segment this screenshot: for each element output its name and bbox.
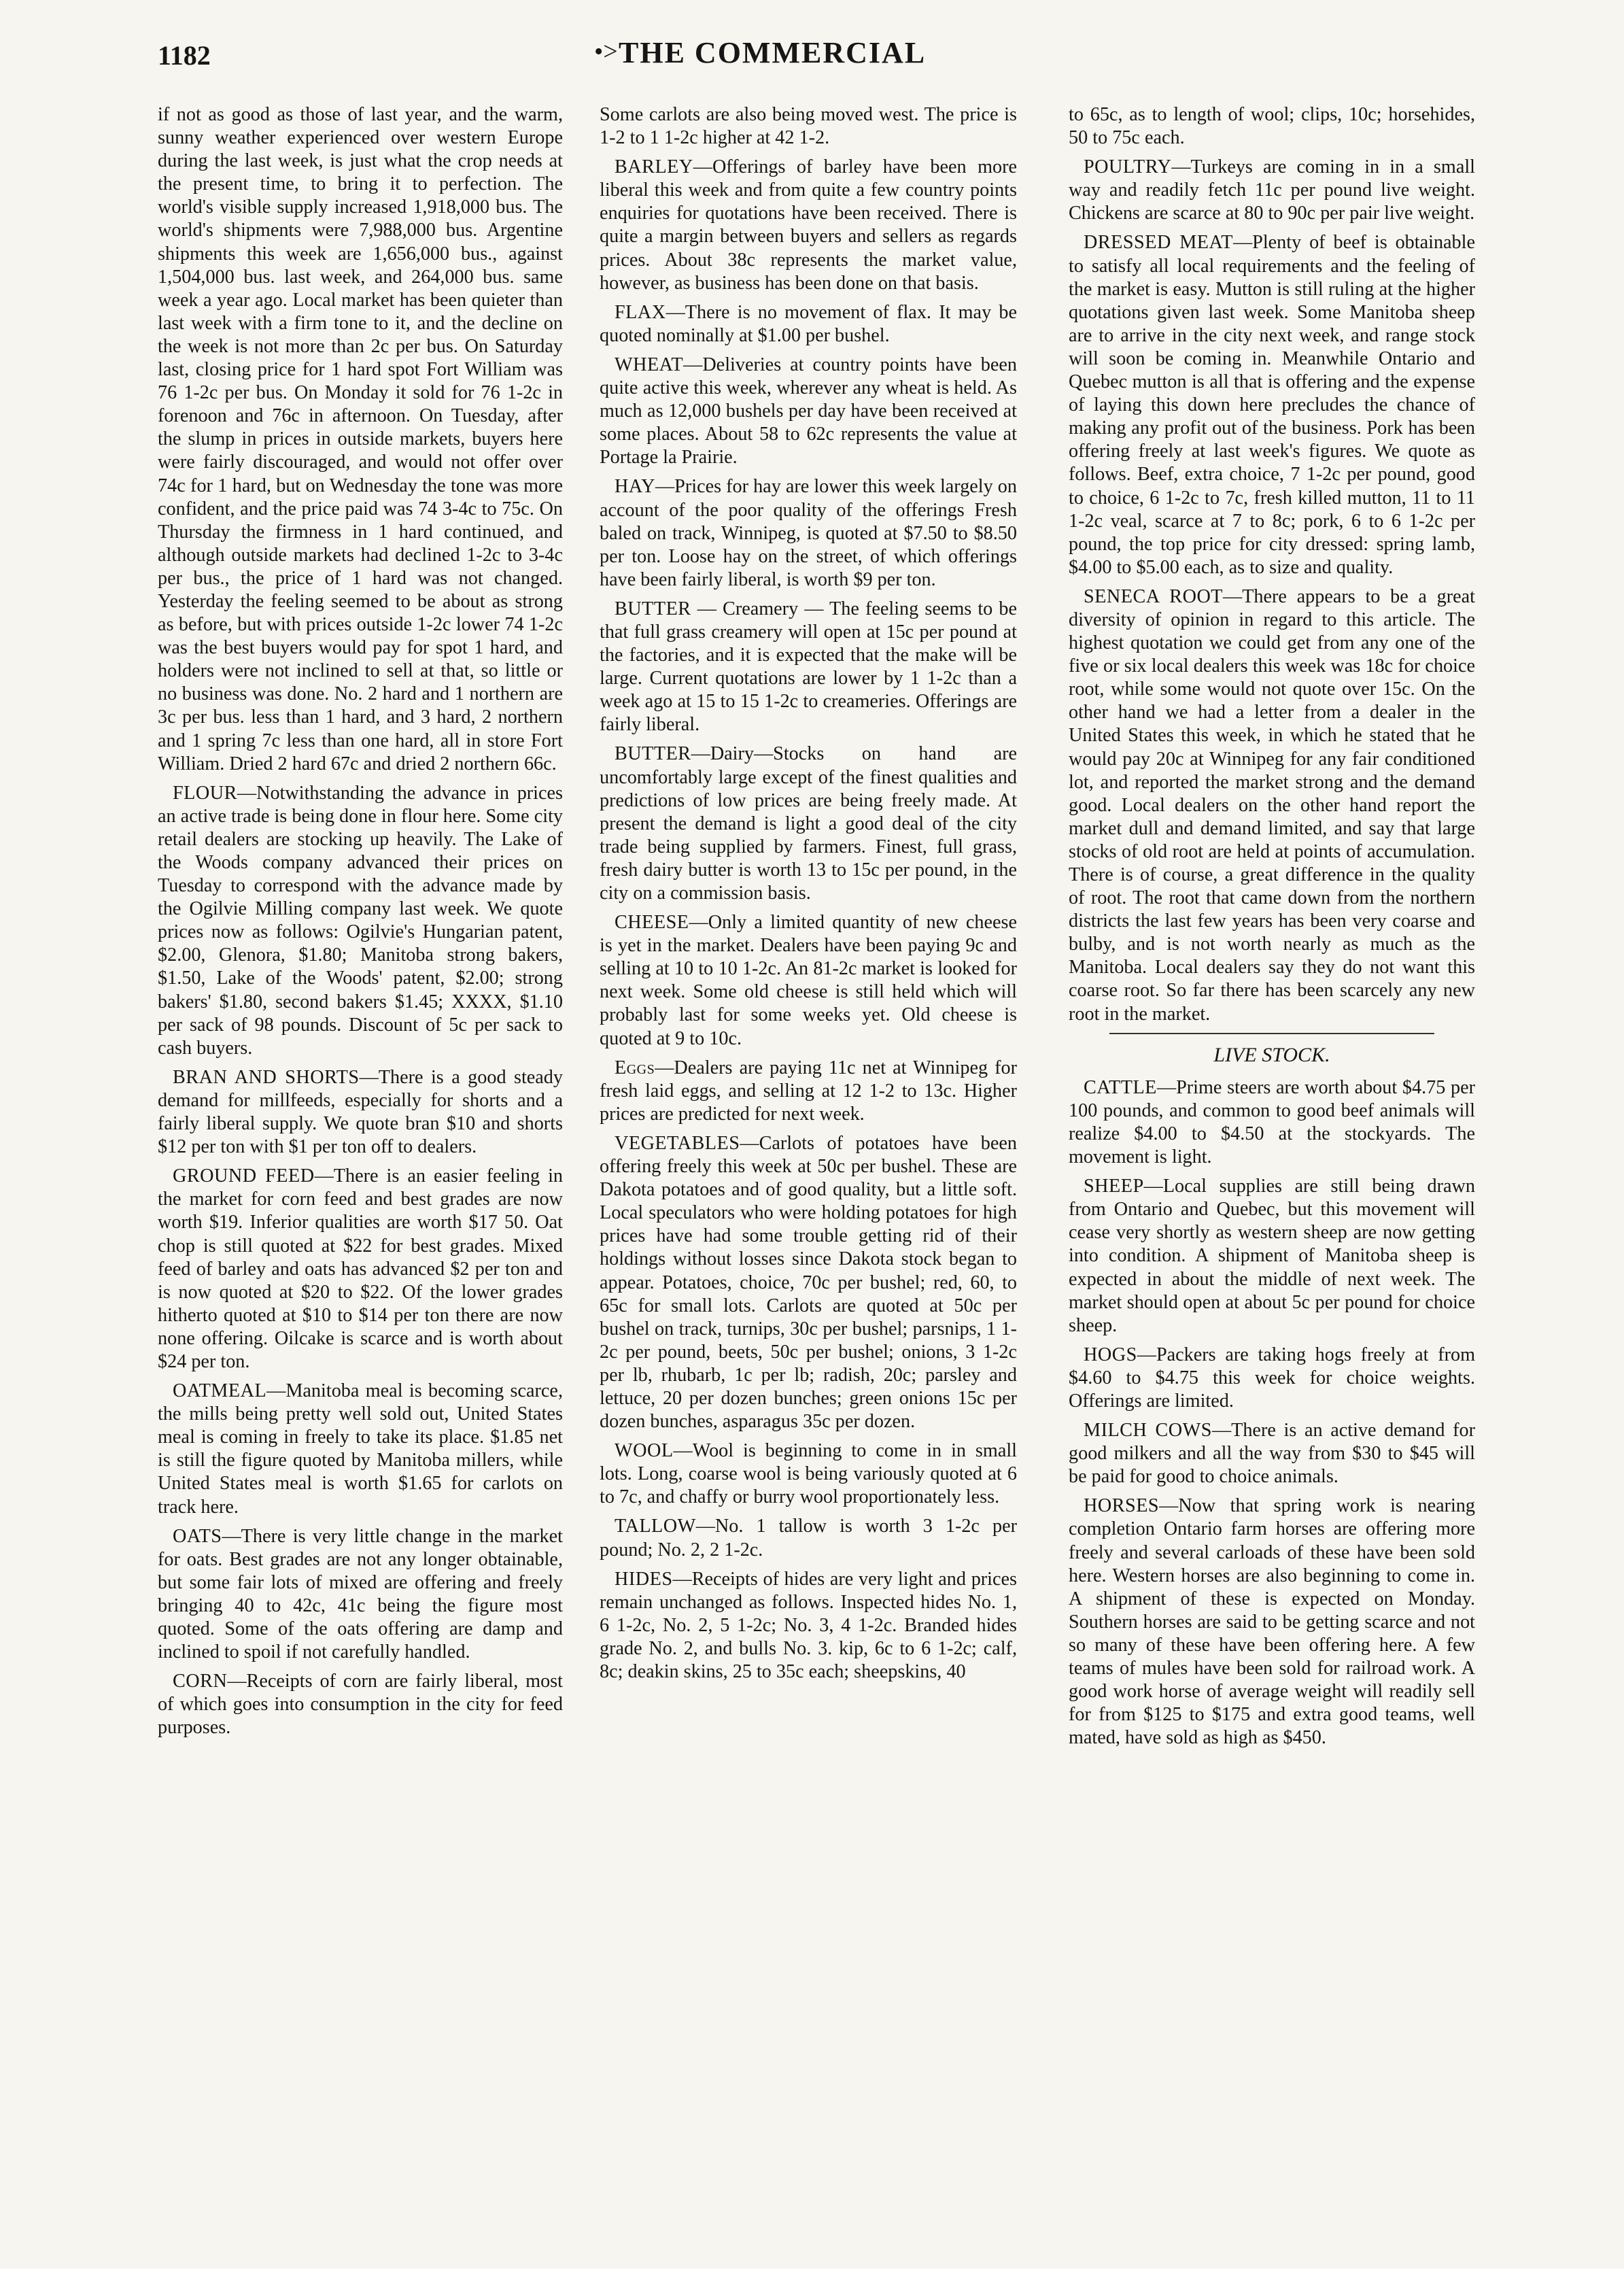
- article-paragraph: [600, 1057, 1017, 1126]
- article-paragraph: [600, 103, 1017, 150]
- paragraph-text: —Dealers are paying 11c net at Winnipeg for fresh laid eggs, and selling at 12 1-2 to 13c. Higher prices are predicted for next week.: [600, 1057, 1017, 1125]
- paragraph-heading: HORSES: [1084, 1495, 1160, 1517]
- publication-title: THE COMMERCIAL: [619, 36, 927, 69]
- article-paragraph: [1069, 1076, 1475, 1169]
- paragraph-text: —Carlots of potatoes have been offering freely this week at 50c per bushel. These are Dakota potatoes and of good quality, but a little soft. Local speculators who were holding potatoes for high prices have had some trouble getting rid of their holdings without losses since Dakota stock began to appear. Potatoes, choice, 70c per bushel; red, 60, to 65c for small lots. Carlots are quoted at 50c per bushel on track, turnips, 30c per bushel; parsnips, 1 1-2c per pound, beets, 50c per bushel; onions, 3 1-2c per lb, rhubarb, 1c per lb; radish, 20c; parsley and lettuce, 20 per dozen bunches; green onions 15c per dozen bunches, asparagus 35c per dozen.: [600, 1132, 1017, 1433]
- paragraph-text: —There is very little change in the market for oats. Best grades are not any longer obtainable, but some fair lots of mixed are offering and freely bringing 40 to 42c, 41c being the figure most quoted. Some of the oats offering are damp and inclined to spoil if not carefully handled.: [158, 1525, 563, 1663]
- paragraph-text: —Local supplies are still being drawn from Ontario and Quebec, but this movement will cease very shortly as western sheep are now getting into condition. A shipment of Manitoba sheep is expected in about the middle of next week. The market should open at about 5c per pound for choice sheep.: [1069, 1176, 1475, 1336]
- paragraph-heading: FLOUR: [173, 782, 237, 804]
- column-1: [158, 103, 563, 2225]
- paragraph-heading: DRESSED MEAT: [1084, 232, 1233, 254]
- column-3: [1069, 103, 1475, 2225]
- paragraph-heading: FLAX: [615, 301, 666, 323]
- paragraph-heading: GROUND FEED: [173, 1165, 315, 1187]
- paragraph-text: —Deliveries at country points have been quite active this week, wherever any wheat is held. As much as 12,000 bushels per day have been received at some places. About 58 to 62c represents the value at Portage la Prairie.: [600, 354, 1017, 468]
- article-paragraph: [1069, 1344, 1475, 1413]
- paragraph-heading: BRAN AND SHORTS: [173, 1066, 360, 1088]
- article-paragraph: [158, 1165, 563, 1374]
- article-paragraph: [158, 1670, 563, 1739]
- paragraph-text: —There is an easier feeling in the market for corn feed and best grades are now worth $19. Inferior qualities are worth $17 50. Oat chop is still quoted at $22 for best grades. Mixed feed of barley and oats has advanced $2 per ton and is now quoted at $20 to $22. Of the lower grades hitherto quoted at $10 to $14 per ton there are now none offering. Oilcake is scarce and is worth about $24 per ton.: [158, 1165, 563, 1372]
- article-paragraph: [158, 1066, 563, 1159]
- article-paragraph: [600, 354, 1017, 469]
- section-heading: LIVE STOCK.: [1213, 1043, 1330, 1066]
- paragraph-text: —There is an active demand for good milkers and all the way from $30 to $45 will be paid for good to choice animals.: [1069, 1420, 1475, 1488]
- paragraph-heading: OATS: [173, 1525, 222, 1547]
- article-paragraph: [158, 1380, 563, 1519]
- article-paragraph: [600, 156, 1017, 295]
- page-number: 1182: [158, 40, 211, 71]
- paragraph-text: —Turkeys are coming in in a small way and readily fetch 11c per pound live weight. Chickens are scarce at 80 to 90c per pair live weight.: [1069, 156, 1475, 224]
- article-paragraph: [1069, 585, 1475, 1026]
- article-paragraph: [1069, 1495, 1475, 1750]
- paragraph-heading: CORN: [173, 1671, 228, 1692]
- article-paragraph: [600, 1568, 1017, 1684]
- paragraph-heading: HAY: [615, 476, 655, 498]
- article-paragraph: [1069, 1419, 1475, 1488]
- article-paragraph: [600, 1515, 1017, 1561]
- paragraph-text: — Creamery — The feeling seems to be that full grass creamery will open at 15c per pound at the factories, and it is expected that the make will be large. Current quotations are lower by 1 1-2c than a week ago at 15 to 15 1-2c to creameries. Offerings are fairly liberal.: [600, 598, 1017, 736]
- paragraph-text: —There appears to be a great diversity of opinion in regard to this article. The highest quotation we could get from any one of the five or six local dealers this week was 18c for choice root, while some would not quote over 15c. On the other hand we had a letter from a dealer in the United States this week, in which he stated that he would pay 20c at Winnipeg for any fair conditioned lot, and reported the market strong and the demand good. Local dealers on the other hand report the market dull and demand limited, and say that large stocks of old root are held at points of accumulation. There is of course, a great difference in the quality of root. The root that came down from the northern districts the last few years has been very coarse and bulby, and is not worth nearly as much as the Manitoba. Local dealers say they do not want this coarse root. So far there has been scarcely any new root in the market.: [1069, 585, 1475, 1025]
- paragraph-heading: VEGETABLES: [615, 1132, 740, 1154]
- paragraph-text: —Packers are taking hogs freely at from $4.60 to $4.75 this week for choice weights. Offerings are limited.: [1069, 1344, 1475, 1412]
- paragraph-text: —Now that spring work is nearing completion Ontario farm horses are offering more freely and several carloads of these have been sold here. Western horses are also beginning to come in. A shipment of these is expected on Monday. Southern horses are said to be getting scarce and not so many of these have been offering here. A few teams of mules have been sold for railroad work. A good work horse of average weight will readily sell for from $125 to $175 and extra good teams, well mated, have sold as high as $450.: [1069, 1495, 1475, 1749]
- article-paragraph: [158, 782, 563, 1060]
- paragraph-heading: CHEESE: [615, 912, 689, 934]
- article-paragraph: [600, 743, 1017, 905]
- paragraph-text: Some carlots are also being moved west. The price is 1-2 to 1 1-2c higher at 42 1-2.: [600, 104, 1017, 149]
- paragraph-text: —Plenty of beef is obtainable to satisfy all local requirements and the feeling of the market is easy. Mutton is still ruling at the higher quotations given last week. Some Manitoba sheep are to arrive in the city next week, and range stock will soon be coming in. Meanwhile Ontario and Quebec mutton is all that is offering and the expense of laying this down here precludes the chance of making any profit out of the business. Pork has been offering freely at last week's figures. We quote as follows. Beef, extra choice, 7 1-2c per pound, good to choice, 6 1-2c to 7c, fresh killed mutton, 11 to 11 1-2c veal, scarce at 7 to 8c; pork, 6 to 6 1-2c per pound, the top price for city dressed: spring lamb, $4.00 to $5.00 each, as to size and quality.: [1069, 232, 1475, 578]
- paragraph-heading: CATTLE: [1084, 1076, 1157, 1098]
- column-2: [600, 103, 1017, 2225]
- paragraph-heading: POULTRY: [1084, 156, 1172, 178]
- paragraph-heading: BUTTER: [615, 743, 691, 765]
- paragraph-heading: SENECA ROOT: [1084, 585, 1224, 607]
- paragraph-text: —Prime steers are worth about $4.75 per 100 pounds, and common to good beef animals will realize $4.00 to $4.50 at the stockyards. The movement is light.: [1069, 1076, 1475, 1168]
- paragraph-heading: BUTTER: [615, 598, 691, 619]
- article-paragraph: [1069, 231, 1475, 579]
- paragraph-text: if not as good as those of last year, and the warm, sunny weather experienced over western Europe during the last week, is just what the crop needs at the present time, to bring it to perfection. The world's visible supply increased 1,918,000 bus. The world's shipments were 7,988,000 bus. Argentine shipments this week are 1,656,000 bus., against 1,504,000 bus. last week, and 264,000 bus. same week a year ago. Local market has been quieter than last week with a firm tone to it, and the decline on the week is not more than 2c per bus. On Saturday last, closing price for 1 hard spot Fort William was 76 1-2c per bus. On Monday it sold for 76 1-2c in forenoon and 76c in afternoon. On Tuesday, after the slump in prices in outside markets, buyers here were fairly discouraged, and would not offer over 74c for 1 hard, but on Wednesday the tone was more confident, and the price paid was 74 3-4c to 75c. On Thursday the firmness in 1 hard continued, and although outside markets had declined 1-2c to 3-4c per bus., the price of 1 hard was not changed. Yesterday the feeling seemed to be about as strong as before, but with prices outside 1-2c lower 74 1-2c was the best buyers would pay for spot 1 hard, and holders were not inclined to sell at that, so little or no business was done. No. 2 hard and 1 northern are 3c per bus. less than 1 hard, and 3 hard, 2 northern and 1 spring 7c less than one hard, all in store Fort William. Dried 2 hard 67c and dried 2 northern 66c.: [158, 104, 563, 774]
- article-paragraph: [600, 598, 1017, 737]
- paragraph-text: —Receipts of corn are fairly liberal, most of which goes into consumption in the city for feed purposes.: [158, 1671, 563, 1739]
- article-paragraph: [600, 911, 1017, 1051]
- paragraph-text: —Wool is beginning to come in in small lots. Long, coarse wool is being variously quoted at 6 to 7c, and chaffy or burry wool proportionately less.: [600, 1440, 1017, 1508]
- header-ornament: •>: [594, 37, 618, 66]
- article-paragraph: [158, 103, 563, 776]
- article-paragraph: [158, 1525, 563, 1665]
- paragraph-text: —Receipts of hides are very light and prices remain unchanged as follows. Inspected hides No. 1, 6 1-2c, No. 2, 5 1-2c; No. 3, 4 1-2c. Branded hides grade No. 2, and bulls No. 3. kip, 6c to 6 1-2c; calf, 8c; deakin skins, 25 to 35c each; sheepskins, 40: [600, 1568, 1017, 1682]
- article-paragraph: [1069, 103, 1475, 150]
- paragraph-heading: MILCH COWS: [1084, 1420, 1212, 1441]
- section-rule: [1109, 1033, 1434, 1034]
- article-paragraph: [1069, 156, 1475, 225]
- paragraph-heading: TALLOW: [615, 1516, 696, 1537]
- paragraph-heading: WHEAT: [615, 354, 684, 375]
- paragraph-heading: HIDES: [615, 1568, 673, 1590]
- paragraph-heading: Eggs: [615, 1057, 655, 1078]
- paragraph-heading: OATMEAL: [173, 1380, 267, 1402]
- paragraph-text: —Dairy—Stocks on hand are uncomfortably large except of the finest qualities and predictions of low prices are being freely made. At present the demand is light a good deal of the city trade being supplied by farmers. Finest, full grass, fresh dairy butter is worth 13 to 15c per pound, in the city on a commission basis.: [600, 743, 1017, 904]
- paragraph-text: —No. 1 tallow is worth 3 1-2c per pound; No. 2, 2 1-2c.: [600, 1516, 1017, 1560]
- paragraph-text: —Only a limited quantity of new cheese is yet in the market. Dealers have been paying 9c and selling at 10 to 10 1-2c. An 81-2c market is looked for next week. Some old cheese is still held which will probably last for some weeks yet. Old cheese is quoted at 9 to 10c.: [600, 912, 1017, 1049]
- paragraph-heading: SHEEP: [1084, 1176, 1144, 1197]
- paragraph-heading: WOOL: [615, 1440, 674, 1462]
- paragraph-text: —Manitoba meal is becoming scarce, the mills being pretty well sold out, United States meal is coming in freely to take its place. $1.85 net is still the figure quoted by Manitoba millers, while United States meal is worth $1.65 for carlots on track here.: [158, 1380, 563, 1518]
- article-paragraph: [600, 1439, 1017, 1509]
- paragraph-text: —Offerings of barley have been more liberal this week and from quite a few country points enquiries for quotations have been received. There is quite a margin between buyers and sellers as regards prices. About 38c represents the market value, however, as business has been done on that basis.: [600, 156, 1017, 294]
- article-paragraph: [1069, 1175, 1475, 1337]
- paragraph-heading: BARLEY: [615, 156, 693, 178]
- paragraph-text: —Notwithstanding the advance in prices an active trade is being done in flour here. Some city retail dealers are stocking up heavily. The Lake of the Woods company advanced their prices on Tuesday to correspond with the advance made by the Ogilvie Milling company last week. We quote prices now as follows: Ogilvie's Hungarian patent, $2.00, Glenora, $1.80; Manitoba strong bakers, $1.50, Lake of the Woods' patent, $2.00; strong bakers' $1.80, second bakers $1.45; XXXX, $1.10 per sack of 98 pounds. Discount of 5c per sack to cash buyers.: [158, 782, 563, 1059]
- article-paragraph: [600, 1132, 1017, 1433]
- paragraph-text: —Prices for hay are lower this week largely on account of the poor quality of the offerings Fresh baled on track, Winnipeg, is quoted at $7.50 to $8.50 per ton. Loose hay on the street, of which offerings have been fairly liberal, is worth $9 per ton.: [600, 476, 1017, 590]
- paragraph-heading: HOGS: [1084, 1344, 1137, 1365]
- article-paragraph: [600, 475, 1017, 591]
- article-paragraph: [600, 301, 1017, 347]
- paragraph-text: to 65c, as to length of wool; clips, 10c; horsehides, 50 to 75c each.: [1069, 104, 1475, 149]
- paragraph-text: —There is a good steady demand for millfeeds, especially for shorts and a fairly liberal supply. We quote bran $10 and shorts $12 per ton with $1 per ton off to dealers.: [158, 1066, 563, 1158]
- paragraph-text: —There is no movement of flax. It may be quoted nominally at $1.00 per bushel.: [600, 301, 1017, 346]
